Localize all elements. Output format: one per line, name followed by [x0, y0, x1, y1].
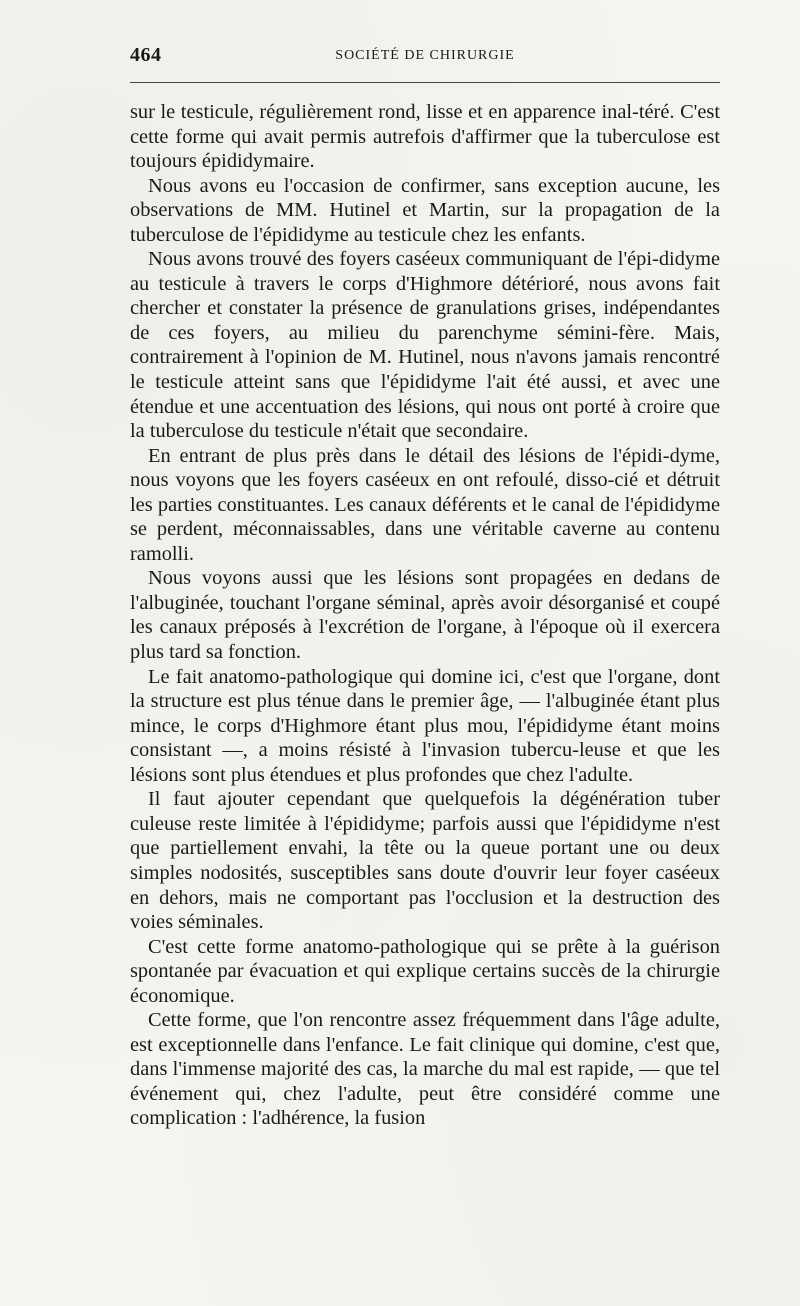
page-number: 464: [130, 44, 162, 66]
paragraph-7: Il faut ajouter cependant que quelquefois la dégénération tuber culeuse reste limitée à l'épididyme; parfois aussi que l'épididyme n'est que partiellement envahi, la tête ou la queue portant une ou deux simples nodosités, susceptibles sans doute d'ouvrir leur foyer caséeux en dehors, mais ne comportant pas l'occlusion et la destruction des voies séminales.: [130, 788, 720, 934]
paragraph-9: Cette forme, que l'on rencontre assez fréquemment dans l'âge adulte, est exceptionnelle dans l'enfance. Le fait clinique qui domine, c'est que, dans l'immense majorité des cas, la marche du mal est rapide, — que tel événement qui, chez l'adulte, peut être considéré comme une complication : l'adhérence, la fusion: [130, 1009, 720, 1130]
paragraph-2: Nous avons eu l'occasion de confirmer, sans exception aucune, les observations de MM. Hutinel et Martin, sur la propagation de la tuberculose de l'épididyme au testicule chez les enfants.: [130, 174, 720, 246]
paragraph-3: Nous avons trouvé des foyers caséeux communiquant de l'épi-didyme au testicule à travers le corps d'Highmore détérioré, nous avons fait chercher et constater la présence de granulations grises, indépendantes de ces foyers, au milieu du parenchyme sémini-fère. Mais, contrairement à l'opinion de M. Hutinel, nous n'avons jamais rencontré le testicule atteint sans que l'épididyme l'ait été aussi, et avec une étendue et une accentuation des lésions, qui nous ont porté à croire que la tuberculose du testicule n'était que secondaire.: [130, 248, 720, 443]
paragraph-4: En entrant de plus près dans le détail des lésions de l'épidi-dyme, nous voyons que les foyers caséeux en ont refoulé, disso-cié et détruit les parties constituantes. Les canaux déférents et le canal de l'épididyme se perdent, méconnaissables, dans une véritable caverne au contenu ramolli.: [130, 444, 720, 565]
running-head: SOCIÉTÉ DE CHIRURGIE: [335, 48, 515, 63]
paragraph-1: sur le testicule, régulièrement rond, lisse et en apparence inal-téré. C'est cette forme qui avait permis autrefois d'affirmer que la tuberculose est toujours épididymaire.: [130, 101, 720, 173]
body-text: [130, 100, 720, 1131]
header-rule: [130, 82, 720, 83]
paragraph-5: Nous voyons aussi que les lésions sont propagées en dedans de l'albuginée, touchant l'organe séminal, après avoir désorganisé et coupé les canaux préposés à l'excrétion de l'organe, à l'époque où il exercera plus tard sa fonction.: [130, 567, 720, 664]
paragraph-8: C'est cette forme anatomo-pathologique qui se prête à la guérison spontanée par évacuation et qui explique certains succès de la chirurgie économique.: [130, 935, 720, 1007]
page-header: [130, 44, 720, 74]
paragraph-6: Le fait anatomo-pathologique qui domine ici, c'est que l'organe, dont la structure est plus ténue dans le premier âge, — l'albuginée étant plus mince, le corps d'Highmore étant plus mou, l'épididyme étant moins consistant —, a moins résisté à l'invasion tubercu-leuse et que les lésions sont plus étendues et plus profondes que chez l'adulte.: [130, 665, 720, 786]
